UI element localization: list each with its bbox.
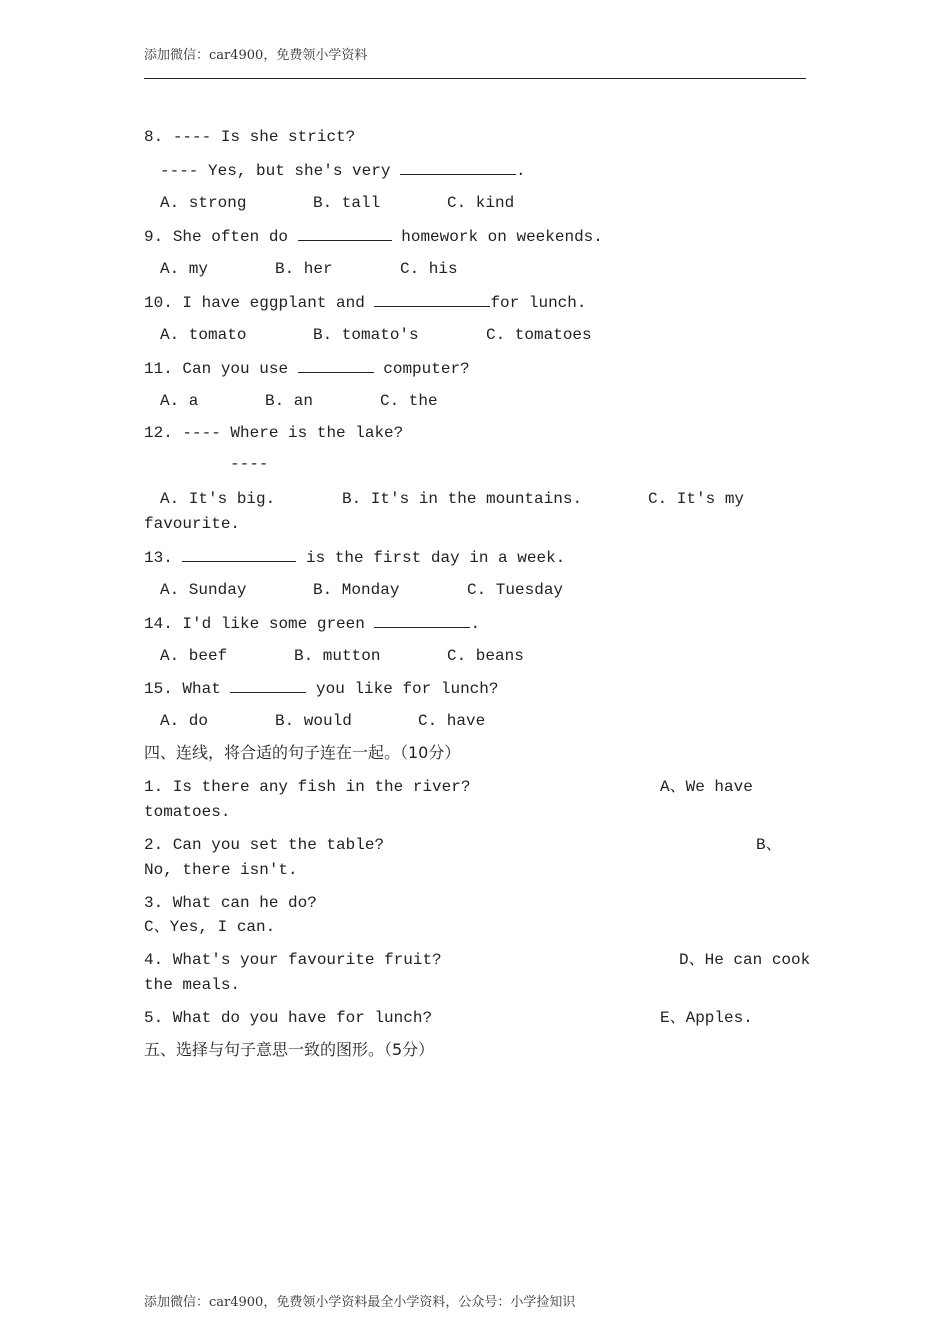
question-number: 14. [144, 615, 173, 633]
question-text: . [516, 162, 526, 180]
question-11-stem [144, 358, 470, 379]
question-text: ---- Where is the lake? [182, 424, 404, 442]
match-right-a-continued: tomatoes. [144, 803, 231, 821]
option-a: A. tomato [160, 326, 247, 344]
option-b: B. mutton [294, 647, 381, 665]
option-c: C. Tuesday [467, 581, 564, 599]
question-number: 9. [144, 228, 164, 246]
option-b: B. Monday [313, 581, 400, 599]
section-4-title: 四、连线，将合适的句子连在一起。（10分） [144, 743, 461, 762]
option-c: C. tomatoes [486, 326, 592, 344]
option-c: C. beans [447, 647, 524, 665]
answer-blank [298, 226, 392, 241]
match-right-c: C、Yes, I can. [144, 918, 276, 936]
option-b: B. It's in the mountains. [342, 490, 583, 508]
answer-blank [182, 547, 296, 562]
question-number: 12. [144, 424, 173, 442]
match-left-2: 2. Can you set the table? [144, 836, 385, 854]
answer-blank [374, 292, 490, 307]
option-a: A. Sunday [160, 581, 247, 599]
question-text: What [182, 680, 231, 698]
question-number: 8. [144, 128, 164, 146]
match-left-5: 5. What do you have for lunch? [144, 1009, 433, 1027]
answer-blank [400, 160, 516, 175]
option-a: A. do [160, 712, 209, 730]
option-c-continued: favourite. [144, 515, 241, 533]
option-a: A. strong [160, 194, 247, 212]
match-left-1: 1. Is there any fish in the river? [144, 778, 471, 796]
question-text: you like for lunch? [306, 680, 499, 698]
question-text: . [470, 615, 481, 633]
question-text: ---- Yes, but she's very [160, 162, 401, 180]
question-10-stem [144, 292, 586, 313]
option-a: A. a [160, 392, 199, 410]
question-text: computer? [373, 360, 470, 378]
question-8-stem [144, 127, 355, 147]
option-c: C. the [380, 392, 438, 410]
option-b: B. would [275, 712, 352, 730]
question-9-stem [144, 226, 603, 247]
question-number: 11. [144, 360, 173, 378]
option-a: A. beef [160, 647, 228, 665]
question-text: She often do [172, 228, 298, 246]
answer-blank [374, 613, 470, 628]
option-a: A. my [160, 260, 209, 278]
question-14-stem [144, 613, 480, 634]
match-right-d-continued: the meals. [144, 976, 241, 994]
option-c: C. kind [447, 194, 515, 212]
question-number: 13. [144, 549, 173, 567]
section-5-title: 五、选择与句子意思一致的图形。（5分） [144, 1040, 435, 1059]
match-left-4: 4. What's your favourite fruit? [144, 951, 442, 969]
option-b: B. an [265, 392, 314, 410]
option-c: C. his [400, 260, 458, 278]
question-text: Can you use [182, 360, 298, 378]
option-b: B. tall [313, 194, 381, 212]
question-13-stem [144, 547, 565, 568]
question-text: ---- Is she strict? [172, 128, 356, 146]
match-right-d: D、He can cook [679, 951, 811, 969]
question-15-stem [144, 678, 498, 699]
page-footer: 添加微信：car4900，免费领小学资料最全小学资料，公众号：小学捡知识 [144, 1295, 576, 1310]
question-text: I have eggplant and [182, 294, 375, 312]
option-b: B. her [275, 260, 333, 278]
match-right-e: E、Apples. [660, 1009, 753, 1027]
option-c: C. It's my [648, 490, 745, 508]
match-right-b: B、 [756, 836, 782, 854]
option-a: A. It's big. [160, 490, 276, 508]
question-12-stem [144, 423, 403, 443]
page-header: 添加微信：car4900，免费领小学资料 [144, 48, 368, 63]
answer-blank [298, 358, 374, 373]
match-left-3: 3. What can he do? [144, 894, 317, 912]
match-right-a: A、We have [660, 778, 753, 796]
option-c: C. have [418, 712, 486, 730]
question-8-line2 [160, 160, 526, 181]
answer-blank [230, 678, 306, 693]
option-b: B. tomato's [313, 326, 419, 344]
question-text: homework on weekends. [391, 228, 603, 246]
question-text: for lunch. [490, 294, 587, 312]
header-divider [144, 78, 806, 79]
match-right-b-continued: No, there isn't. [144, 861, 298, 879]
question-number: 15. [144, 680, 173, 698]
question-text: I'd like some green [182, 615, 375, 633]
question-number: 10. [144, 294, 173, 312]
question-12-line2: ---- [230, 455, 269, 473]
question-text: is the first day in a week. [296, 549, 566, 567]
